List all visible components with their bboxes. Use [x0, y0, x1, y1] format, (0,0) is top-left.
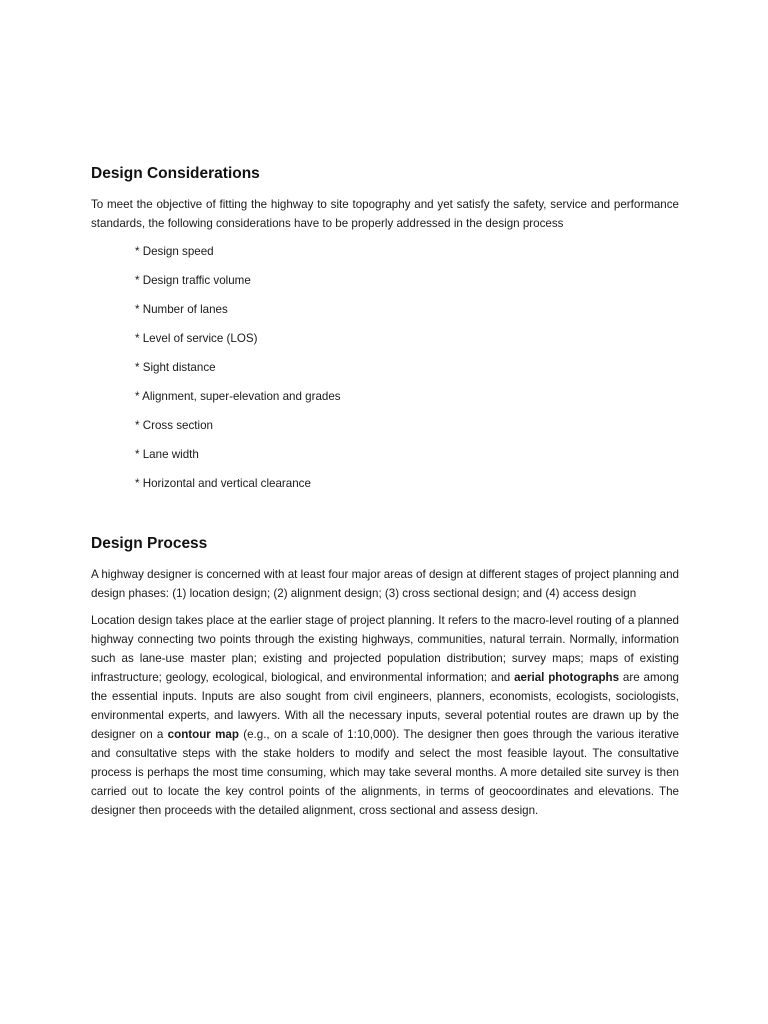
considerations-list [91, 242, 679, 493]
list-item-cross-section: * Cross section [135, 419, 213, 432]
considerations-intro-paragraph: To meet the objective of fitting the highway to site topography and yet satisfy the safety, service and performance standards, the following considerations have to be properly addressed in the design process [91, 198, 679, 230]
design-process-paragraph-2 [91, 611, 679, 820]
list-item-design-traffic-volume: * Design traffic volume [135, 274, 251, 287]
document-page [91, 160, 679, 820]
para2-text-part1: Location design takes place at the earlier stage of project planning. It refers to the macro-level routing of a planned highway connecting two points through the existing highways, communities, natural terrain. Normally, information such as lane-use master plan; existing and projected population distribution; survey maps; maps of existing infrastructure; geology, ecological, biological, and environmental information; and [91, 614, 679, 684]
list-item-sight-distance: * Sight distance [135, 361, 216, 374]
list-item-design-speed: * Design speed [135, 245, 214, 258]
aerial-photographs-bold: aerial photographs [514, 671, 620, 684]
design-process-paragraph-1: A highway designer is concerned with at least four major areas of design at different stages of project planning and design phases: (1) location design; (2) alignment design; (3) cross sectional design; and (4) access design [91, 568, 679, 600]
list-item-number-of-lanes: * Number of lanes [135, 303, 228, 316]
list-item-alignment: * Alignment, super-elevation and grades [135, 390, 341, 403]
list-item-lane-width: * Lane width [135, 448, 199, 461]
list-item-clearance: * Horizontal and vertical clearance [135, 477, 311, 490]
design-considerations-heading: Design Considerations [91, 165, 260, 182]
design-process-heading: Design Process [91, 535, 208, 552]
para2-text-part3: (e.g., on a scale of 1:10,000). The designer then goes through the various iterative and consultative steps with the stake holders to modify and select the most feasible layout. The consultative process is perhaps the most time consuming, which may take several months. A more detailed site survey is then carried out to locate the key control points of the alignments, in terms of geocoordinates and elevations. The designer then proceeds with the detailed alignment, cross sectional and assess design. [91, 728, 679, 817]
contour-map-bold: contour map [167, 728, 239, 741]
list-item-level-of-service: * Level of service (LOS) [135, 332, 258, 345]
para2-text-part2: are among the essential inputs. Inputs are also sought from civil engineers, planners, economists, ecologists, sociologists, environmental experts, and lawyers. With all the necessary inputs, several potential routes are drawn up by the designer on a [91, 671, 679, 741]
